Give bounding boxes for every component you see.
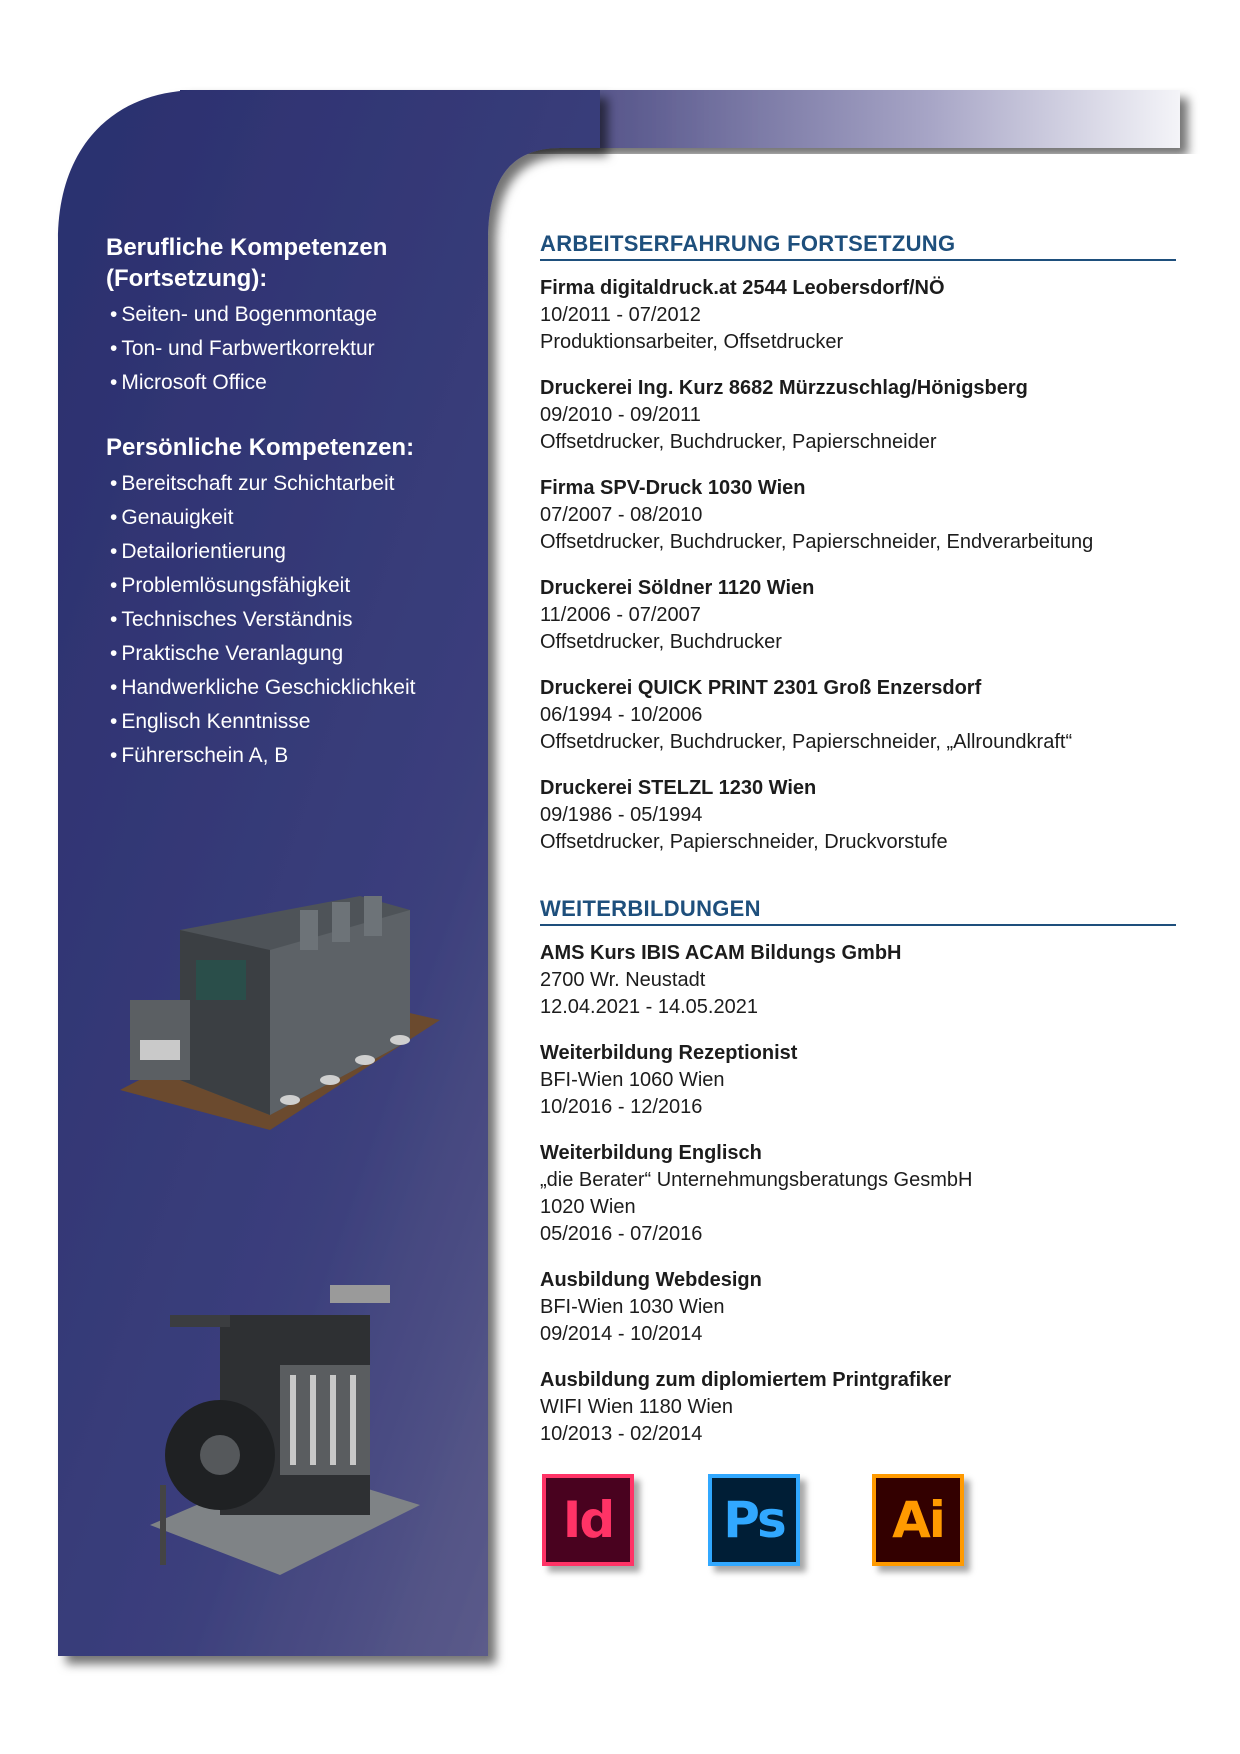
entry-title: Weiterbildung Englisch xyxy=(540,1142,762,1164)
experience-entry xyxy=(540,475,1176,556)
entry-line: 2700 Wr. Neustadt xyxy=(540,969,706,991)
photoshop-icon: Ps xyxy=(708,1474,800,1566)
experience-section-title: ARBEITSERFAHRUNG FORTSETZUNG xyxy=(540,230,1176,261)
entry-period: 09/1986 - 05/1994 xyxy=(540,804,703,826)
entry-role: Produktionsarbeiter, Offsetdrucker xyxy=(540,331,844,353)
entry-role: Offsetdrucker, Papierschneider, Druckvorstufe xyxy=(540,831,948,853)
entry-title: AMS Kurs IBIS ACAM Bildungs GmbH xyxy=(540,942,902,964)
entry-line: BFI-Wien 1030 Wien xyxy=(540,1296,725,1318)
entry-line: 12.04.2021 - 14.05.2021 xyxy=(540,996,758,1018)
entry-line: BFI-Wien 1060 Wien xyxy=(540,1069,725,1091)
entry-title: Weiterbildung Rezeptionist xyxy=(540,1042,798,1064)
list-item: • Englisch Kenntnisse xyxy=(106,705,506,739)
personal-skills-list xyxy=(106,467,506,773)
entry-title: Druckerei Ing. Kurz 8682 Mürzzuschlag/Hönigsberg xyxy=(540,377,1028,399)
entry-line: 05/2016 - 07/2016 xyxy=(540,1223,703,1245)
list-item: • Praktische Veranlagung xyxy=(106,637,506,671)
experience-entry xyxy=(540,275,1176,356)
entry-line: WIFI Wien 1180 Wien xyxy=(540,1396,734,1418)
training-entry xyxy=(540,1140,1176,1248)
entry-line: 09/2014 - 10/2014 xyxy=(540,1323,703,1345)
professional-skills-list xyxy=(106,298,506,400)
section-spacer xyxy=(540,875,1176,895)
entry-title: Ausbildung Webdesign xyxy=(540,1269,762,1291)
heading-line: Berufliche Kompetenzen xyxy=(106,234,388,261)
entry-period: 07/2007 - 08/2010 xyxy=(540,504,703,526)
entry-period: 10/2011 - 07/2012 xyxy=(540,304,701,326)
training-section-title: WEITERBILDUNGEN xyxy=(540,895,1176,926)
main-content xyxy=(540,230,1176,1467)
entry-role: Offsetdrucker, Buchdrucker xyxy=(540,631,782,653)
software-logos xyxy=(542,1474,982,1574)
list-item: • Führerschein A, B xyxy=(106,739,506,773)
entry-line: 1020 Wien xyxy=(540,1196,636,1218)
training-entry xyxy=(540,1040,1176,1121)
list-item: • Detailorientierung xyxy=(106,535,506,569)
entry-title: Firma SPV-Druck 1030 Wien xyxy=(540,477,806,499)
letterpress-image xyxy=(130,1275,430,1585)
indesign-icon: Id xyxy=(542,1474,634,1566)
illustrator-icon: Ai xyxy=(872,1474,964,1566)
entry-role: Offsetdrucker, Buchdrucker, Papierschneider, Endverarbeitung xyxy=(540,531,1094,553)
heading-line: (Fortsetzung): xyxy=(106,265,268,292)
entry-title: Druckerei Söldner 1120 Wien xyxy=(540,577,815,599)
list-item: • Genauigkeit xyxy=(106,501,506,535)
personal-skills-heading: Persönliche Kompetenzen: xyxy=(106,434,415,461)
training-entry xyxy=(540,940,1176,1021)
experience-entry xyxy=(540,375,1176,456)
entry-title: Druckerei STELZL 1230 Wien xyxy=(540,777,817,799)
list-item: • Technisches Verständnis xyxy=(106,603,506,637)
offset-press-image xyxy=(110,890,450,1140)
entry-line: 10/2013 - 02/2014 xyxy=(540,1423,703,1445)
list-item: • Ton- und Farbwertkorrektur xyxy=(106,332,506,366)
training-entry xyxy=(540,1367,1176,1448)
entry-role: Offsetdrucker, Buchdrucker, Papierschneider, „Allroundkraft“ xyxy=(540,731,1073,753)
list-item: • Bereitschaft zur Schichtarbeit xyxy=(106,467,506,501)
experience-entry xyxy=(540,775,1176,856)
experience-entry xyxy=(540,575,1176,656)
entry-period: 06/1994 - 10/2006 xyxy=(540,704,703,726)
list-item: • Microsoft Office xyxy=(106,366,506,400)
training-entry xyxy=(540,1267,1176,1348)
entry-role: Offsetdrucker, Buchdrucker, Papierschneider xyxy=(540,431,937,453)
entry-title: Firma digitaldruck.at 2544 Leobersdorf/NÖ xyxy=(540,277,945,299)
entry-line: 10/2016 - 12/2016 xyxy=(540,1096,703,1118)
entry-title: Ausbildung zum diplomiertem Printgrafiker xyxy=(540,1369,952,1391)
entry-line: „die Berater“ Unternehmungsberatungs GesmbH xyxy=(540,1169,973,1191)
sidebar xyxy=(106,232,506,773)
list-item: • Handwerkliche Geschicklichkeit xyxy=(106,671,506,705)
list-item: • Problemlösungsfähigkeit xyxy=(106,569,506,603)
experience-entry xyxy=(540,675,1176,756)
entry-title: Druckerei QUICK PRINT 2301 Groß Enzersdorf xyxy=(540,677,982,699)
entry-period: 09/2010 - 09/2011 xyxy=(540,404,701,426)
entry-period: 11/2006 - 07/2007 xyxy=(540,604,701,626)
list-item: • Seiten- und Bogenmontage xyxy=(106,298,506,332)
professional-skills-heading xyxy=(106,232,506,294)
